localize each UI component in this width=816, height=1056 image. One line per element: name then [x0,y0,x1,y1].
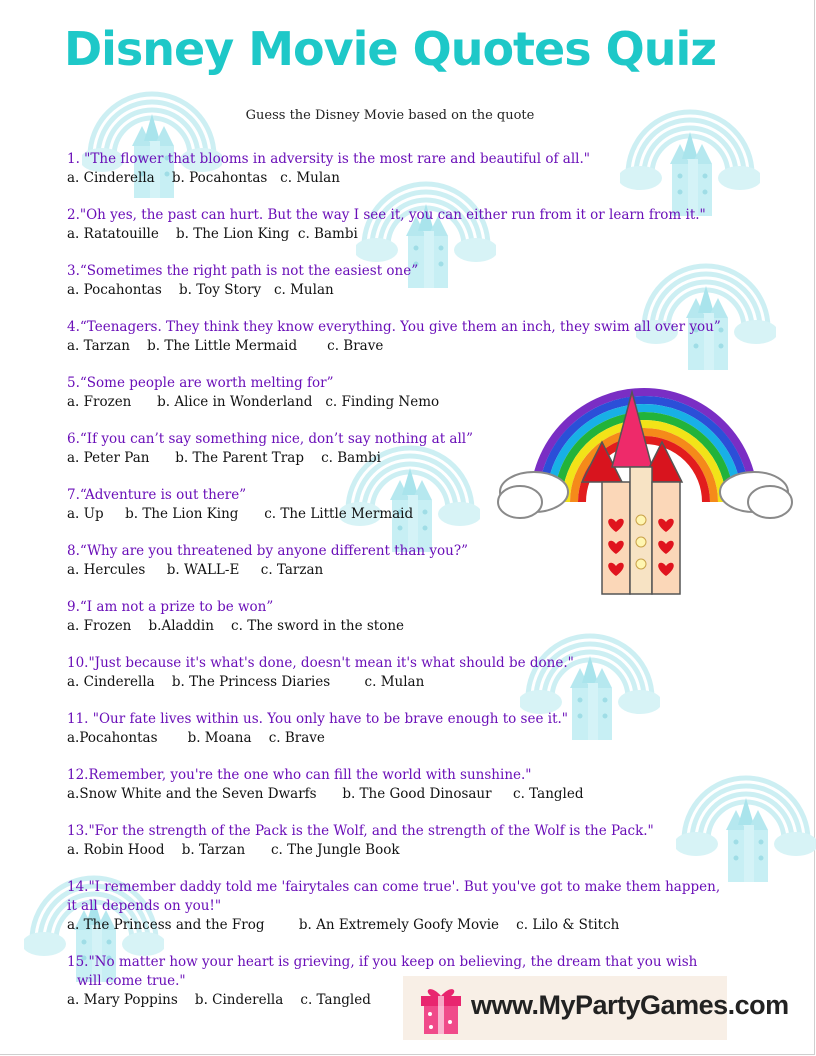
website-banner [403,976,789,1040]
quote-text: 8.“Why are you threatened by anyone different than you?” [67,543,468,559]
quote-continuation: it all depends on you!" [67,898,222,914]
answer-options: a. Ratatouille b. The Lion King c. Bambi [67,226,358,242]
answer-options: a.Snow White and the Seven Dwarfs b. The Good Dinosaur c. Tangled [67,786,584,802]
answer-options: a. Robin Hood b. Tarzan c. The Jungle Book [67,842,400,858]
gift-box-icon [417,984,465,1036]
quote-text: 9.“I am not a prize to be won” [67,599,274,615]
answer-options: a. Cinderella b. Pocahontas c. Mulan [67,170,340,186]
quote-text: 10."Just because it's what's done, doesn't mean it's what should be done." [67,655,574,671]
answer-options: a. Pocahontas b. Toy Story c. Mulan [67,282,334,298]
question-11 [67,710,747,748]
answer-options: a. Cinderella b. The Princess Diaries c. Mulan [67,674,425,690]
answer-options: a. Frozen b.Aladdin c. The sword in the stone [67,618,405,634]
answer-options: a. The Princess and the Frog b. An Extremely Goofy Movie c. Lilo & Stitch [67,917,620,933]
quote-text: 3.“Sometimes the right path is not the easiest one” [67,263,419,279]
quote-text: 4.“Teenagers. They think they know everything. You give them an inch, they swim all over you” [67,319,721,335]
answer-options: a.Pocahontas b. Moana c. Brave [67,730,325,746]
quote-text: 7.“Adventure is out there” [67,487,247,503]
website-url[interactable]: www.MyPartyGames.com [471,990,789,1020]
page-title: Disney Movie Quotes Quiz [63,22,717,76]
rainbow-castle-illustration [494,352,794,602]
question-2 [67,206,747,244]
question-4 [67,318,747,356]
answer-options: a. Frozen b. Alice in Wonderland c. Finding Nemo [67,394,440,410]
quote-text: 15."No matter how your heart is grieving, if you keep on believing, the dream that you wish [67,954,698,970]
quote-text: 1. "The flower that blooms in adversity is the most rare and beautiful of all." [67,151,590,167]
quote-text: 5.“Some people are worth melting for” [67,375,334,391]
answer-options: a. Hercules b. WALL-E c. Tarzan [67,562,324,578]
quote-text: 2."Oh yes, the past can hurt. But the way I see it, you can either run from it or learn from it." [67,207,706,223]
question-12 [67,766,747,804]
answer-options: a. Up b. The Lion King c. The Little Mermaid [67,506,414,522]
question-1 [67,150,747,188]
answer-options: a. Peter Pan b. The Parent Trap c. Bambi [67,450,381,466]
quote-text: 6.“If you can’t say something nice, don’t say nothing at all” [67,431,474,447]
question-10 [67,654,747,692]
quote-continuation: will come true." [77,973,186,989]
quote-text: 12.Remember, you're the one who can fill the world with sunshine." [67,767,532,783]
question-9 [67,598,747,636]
quote-text: 14."I remember daddy told me 'fairytales can come true'. But you've got to make them happen, [67,879,721,895]
quote-text: 13."For the strength of the Pack is the Wolf, and the strength of the Wolf is the Pack." [67,823,654,839]
answer-options: a. Tarzan b. The Little Mermaid c. Brave [67,338,384,354]
page-subtitle: Guess the Disney Movie based on the quote [245,108,535,123]
question-14 [67,878,747,935]
question-3 [67,262,747,300]
answer-options: a. Mary Poppins b. Cinderella c. Tangled [67,992,371,1008]
question-13 [67,822,747,860]
quote-text: 11. "Our fate lives within us. You only have to be brave enough to see it." [67,711,568,727]
